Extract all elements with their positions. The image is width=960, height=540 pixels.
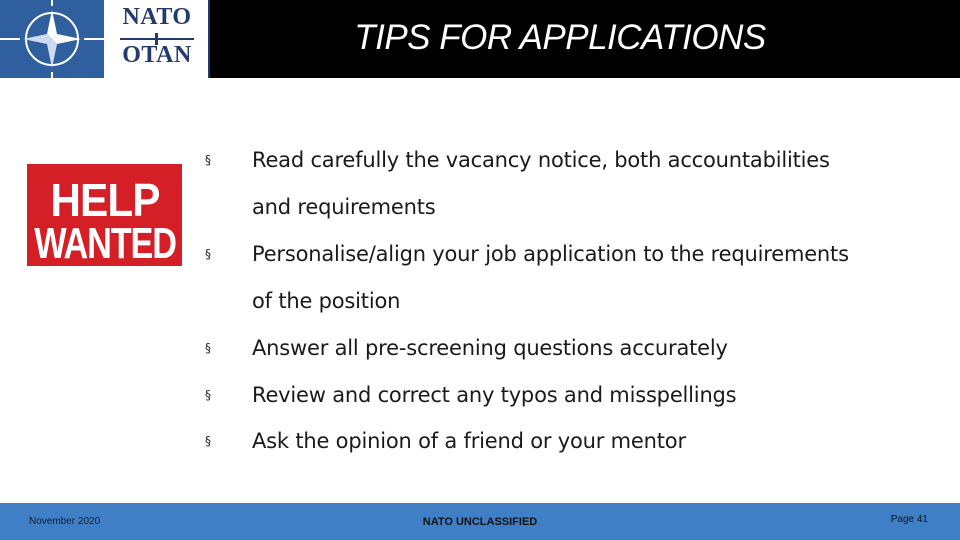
nato-otan-wordmark: [104, 0, 210, 78]
bullet-marker: §: [205, 247, 211, 261]
footer-date: November 2020: [29, 516, 101, 527]
sign-text-help: HELP: [50, 175, 160, 227]
nato-compass-emblem: [0, 0, 104, 78]
logo-otan-text: OTAN: [122, 42, 192, 68]
bullet-text: [252, 231, 942, 324]
bullet-text-line: of the position: [252, 288, 401, 313]
bullet-marker: §: [205, 434, 211, 448]
bullet-text-line: Review and correct any typos and misspellings: [252, 383, 737, 407]
bullet-marker: §: [205, 341, 211, 355]
bullet-text: [252, 372, 942, 419]
bullet-marker: §: [205, 388, 211, 402]
classification-label: NATO UNCLASSIFIED: [422, 516, 538, 528]
bullet-text-line: Personalise/align your job application to the requirements: [252, 242, 849, 266]
footer-bar: [0, 503, 960, 540]
bullet-text: [252, 418, 942, 465]
bullet-text-line: Ask the opinion of a friend or your mentor: [252, 429, 686, 453]
slide-title: TIPS FOR APPLICATIONS: [354, 18, 766, 57]
bullet-text: [252, 137, 942, 230]
sign-text-wanted: WANTED: [34, 218, 176, 266]
page-number: Page 41: [890, 514, 928, 525]
bullet-text-line: Answer all pre-screening questions accurately: [252, 336, 728, 360]
header-bar: [0, 0, 960, 78]
bullet-text: [252, 325, 942, 372]
help-wanted-sign-image: [27, 164, 182, 266]
logo-nato-text: NATO: [122, 4, 192, 30]
bullet-marker: §: [205, 153, 211, 167]
bullet-text-line: Read carefully the vacancy notice, both accountabilities: [252, 148, 830, 172]
bullet-text-line: and requirements: [252, 194, 436, 219]
